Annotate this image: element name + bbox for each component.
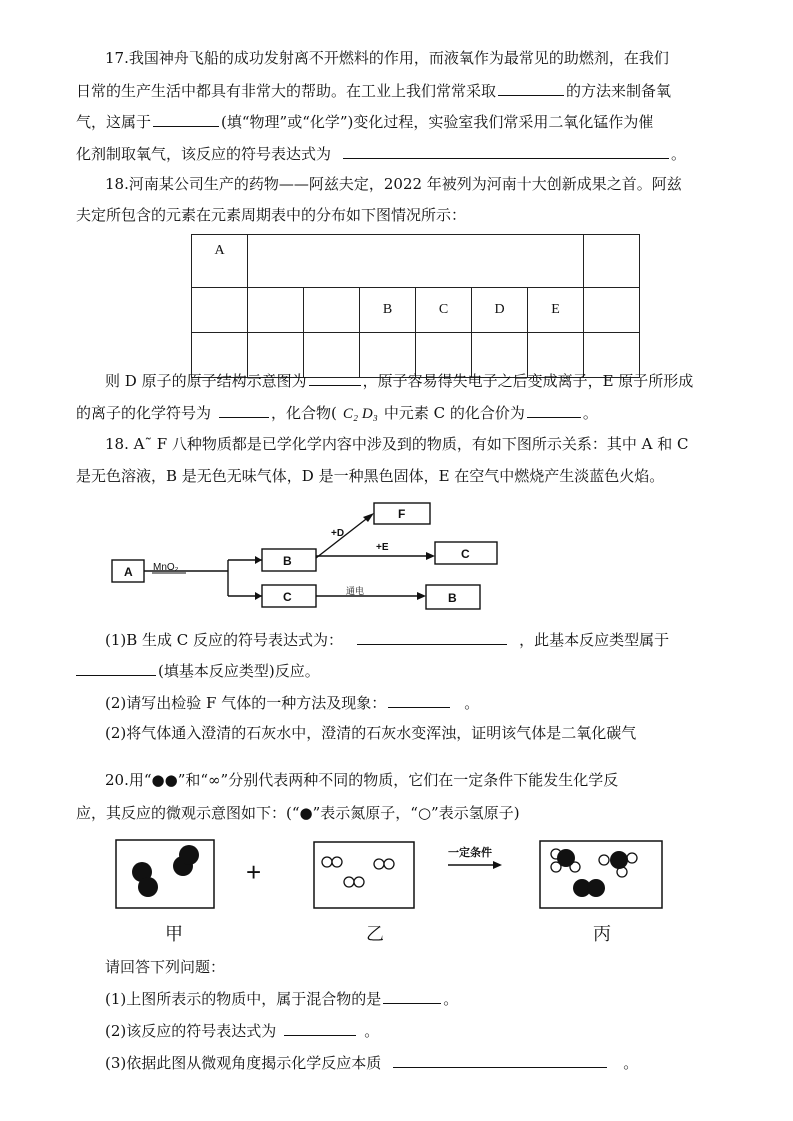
q17-line-2 — [76, 80, 671, 101]
q18b-blank-1[interactable] — [357, 629, 507, 645]
q18b-line-2: 是无色溶液，B 是无色无味气体，D 是一种黑色固体，E 在空气中燃烧产生淡蓝色火焰。 — [76, 467, 665, 485]
cell-empty-top — [248, 235, 584, 288]
q17-line-1: 17.我国神舟飞船的成功发射离不开燃料的作用，而液氧作为最常见的助燃剂，在我们 — [105, 49, 669, 67]
yi-molecules — [322, 857, 394, 887]
q17-line-4 — [76, 143, 686, 164]
q20-line-2: 应，其反应的微观示意图如下：(“●”表示氮原子，“○”表示氢原子) — [76, 804, 520, 822]
q17-line-2-tail: 的方法来制备氧 — [566, 82, 672, 100]
q20-blank-3[interactable] — [393, 1052, 607, 1068]
q18b-sub-2-tail: 。 — [464, 694, 480, 712]
q18a-sub-2 — [76, 402, 598, 424]
reaction-flow-diagram — [100, 498, 510, 616]
label-mno2: MnO₂ — [153, 562, 179, 573]
q18b-sub-2-text: (2)请写出检验 F 气体的一种方法及现象： — [105, 694, 387, 712]
arrowhead-b — [417, 592, 426, 600]
q17-line-4-text: 化剂制取氧气，该反应的符号表达式为 — [76, 145, 332, 163]
q18b-blank-3[interactable] — [388, 692, 450, 708]
q18b-sub-1b-text: (填基本反应类型)反应。 — [158, 662, 320, 680]
label-plus-d: +D — [331, 528, 345, 539]
q17-line-2-text: 日常的生产生活中都具有非常大的帮助。在工业上我们常常采取 — [76, 82, 497, 100]
label-a: A — [124, 565, 133, 579]
q20-blank-1[interactable] — [383, 988, 441, 1004]
q18a-sub-1 — [105, 370, 693, 391]
q17-line-3-tail: (填“物理”或“化学”)变化过程，实验室我们常采用二氧化锰作为催 — [221, 113, 654, 131]
q17-line-3 — [76, 111, 653, 132]
cell-e: E — [528, 288, 584, 333]
q18a-sub-1-tail: ，原子容易得失电子之后变成离子，E 原子所形成 — [362, 372, 694, 390]
q18b-sub-2 — [105, 692, 479, 713]
q18b-sub-1-text: (1)B 生成 C 反应的符号表达式为： — [105, 631, 344, 649]
arrowhead-box-c — [255, 592, 262, 600]
q20-sub-1-tail: 。 — [443, 990, 459, 1008]
q18a-sub-2-tail: 。 — [582, 404, 598, 422]
periodic-table-grid — [191, 234, 640, 378]
q20-line-1: 20.用“●●”和“∞”分别代表两种不同的物质，它们在一定条件下能发生化学反 — [105, 771, 619, 789]
label-b: B — [283, 554, 292, 568]
q20-sub-2 — [105, 1020, 379, 1041]
q20-sub-3-text: (3)依据此图从微观角度揭示化学反应本质 — [105, 1054, 382, 1072]
q18a-sub-2-mid2: 中元素 C 的化合价为 — [383, 404, 525, 422]
q18a-blank-1[interactable] — [309, 370, 361, 386]
cell — [304, 288, 360, 333]
cell — [192, 288, 248, 333]
q18a-blank-3[interactable] — [527, 402, 581, 418]
compound-formula: C₂ D₃ — [342, 406, 378, 422]
reaction-arrowhead — [493, 861, 502, 869]
label-f: F — [398, 507, 406, 521]
label-electric: 通电 — [346, 586, 365, 596]
label-plus-e: +E — [376, 542, 389, 553]
q18b-line-1: 18. A˜ F 八种物质都是已学化学内容中涉及到的物质，有如下图所示关系：其中 A 和 C — [105, 435, 689, 453]
q20-blank-2[interactable] — [284, 1020, 356, 1036]
box-jia — [116, 840, 214, 908]
q18a-sub-2-mid: ，化合物( — [271, 404, 337, 422]
q18a-line-2: 夫定所包含的元素在元素周期表中的分布如下图情况所示： — [76, 206, 467, 224]
label-bing: 丙 — [593, 924, 611, 944]
q18a-sub-2-text: 的离子的化学符号为 — [76, 404, 212, 422]
plus-sign: + — [246, 857, 262, 887]
q18b-sub-1 — [105, 629, 669, 650]
q18b-sub-1b — [76, 660, 320, 681]
q18a-blank-2[interactable] — [219, 402, 269, 418]
cell-top-right — [584, 235, 640, 288]
label-yi: 乙 — [366, 924, 384, 944]
q17-line-3-text: 气，这属于 — [76, 113, 152, 131]
q20-sub-2-tail: 。 — [364, 1022, 380, 1040]
arrowhead-c — [426, 552, 435, 560]
label-c: C — [283, 590, 292, 604]
q18b-sub-1-tail: ，此基本反应类型属于 — [519, 631, 670, 649]
label-jia: 甲 — [165, 924, 183, 944]
bing-molecules — [551, 849, 637, 897]
cell-d: D — [472, 288, 528, 333]
box-yi — [314, 842, 414, 908]
q17-blank-1[interactable] — [498, 80, 564, 96]
arrowhead-box-b — [255, 556, 262, 564]
q17-line-4-tail: 。 — [671, 145, 687, 163]
q20-sub-3 — [105, 1052, 638, 1073]
cell-a: A — [192, 235, 248, 288]
jia-molecules — [132, 845, 199, 897]
microscopic-reaction-diagram — [110, 836, 670, 948]
q20-sub-2-text: (2)该反应的符号表达式为 — [105, 1022, 277, 1040]
cell — [584, 288, 640, 333]
label-c-right: C — [461, 547, 470, 561]
label-b-right: B — [448, 591, 457, 605]
q18a-sub-1-text: 则 D 原子的原子结构示意图为 — [105, 372, 307, 390]
q20-sub-1-text: (1)上图所表示的物质中，属于混合物的是 — [105, 990, 382, 1008]
condition-label: 一定条件 — [448, 847, 492, 859]
q17-blank-3[interactable] — [343, 143, 669, 159]
q18b-blank-2[interactable] — [76, 660, 156, 676]
q20-sub-1 — [105, 988, 458, 1009]
q18a-line-1: 18.河南某公司生产的药物——阿兹夫定，2022 年被列为河南十大创新成果之首。阿兹 — [105, 175, 682, 193]
q20-sub-3-tail: 。 — [623, 1054, 639, 1072]
q20-prompt: 请回答下列问题： — [105, 958, 226, 976]
q17-blank-2[interactable] — [153, 111, 219, 127]
cell — [248, 288, 304, 333]
q18b-sub-3: (2)将气体通入澄清的石灰水中，澄清的石灰水变浑浊，证明该气体是二氧化碳气 — [105, 724, 637, 742]
cell-b: B — [360, 288, 416, 333]
cell-c: C — [416, 288, 472, 333]
